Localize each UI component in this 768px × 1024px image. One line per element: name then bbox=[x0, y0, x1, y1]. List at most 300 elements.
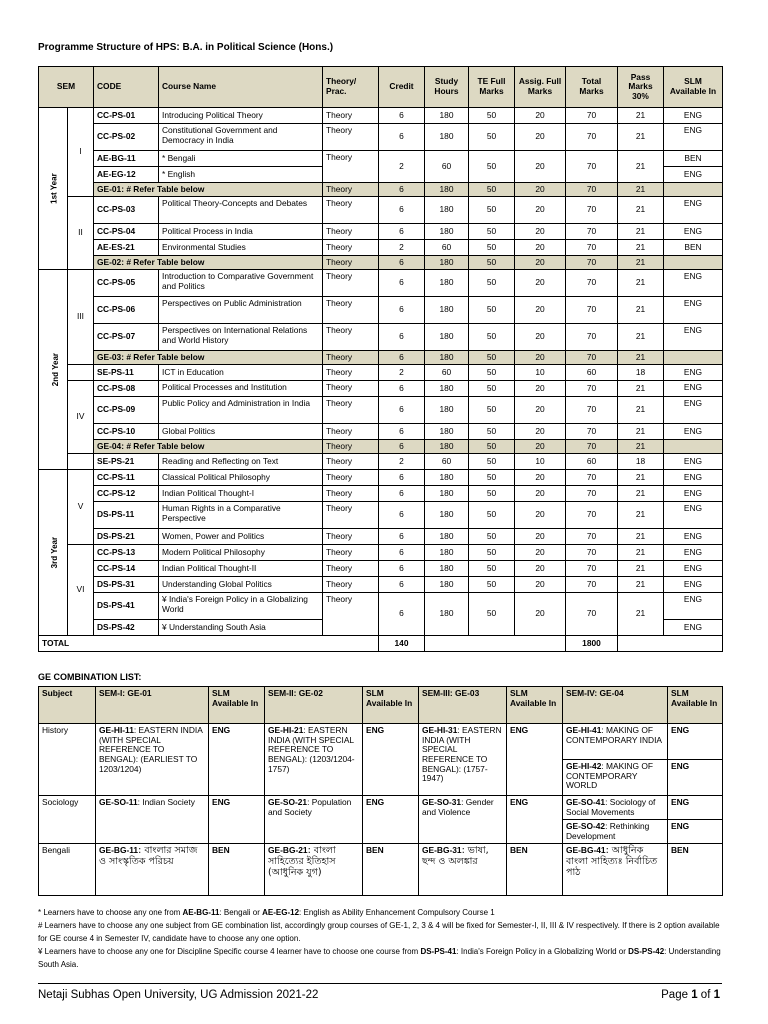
total-marks: 70 bbox=[566, 351, 618, 365]
course-code: DS-PS-31 bbox=[94, 577, 159, 593]
te-full-marks: 50 bbox=[469, 324, 515, 351]
ge-course-so-21: GE-SO-21: Population and Society bbox=[265, 796, 363, 844]
pass-marks: 21 bbox=[618, 240, 664, 256]
total-marks: 70 bbox=[566, 124, 618, 151]
slm-available: ENG bbox=[664, 297, 723, 324]
assig-full-marks: 20 bbox=[515, 529, 566, 545]
footnote-ge-combination: # Learners have to choose any one subject from GE combination list, accordingly group courses of GE-1, 2, 3 & 4 will be fixed for Semester-I, II, III & IV respectively. If there is 2 option available for GE course 4 in Semester IV, candidate have to choose any one option. bbox=[38, 921, 720, 943]
pass-marks: 21 bbox=[618, 183, 664, 197]
slm-available: ENG bbox=[664, 620, 723, 636]
col-header-study-hours: Study Hours bbox=[425, 67, 469, 108]
course-code: CC-PS-10 bbox=[94, 424, 159, 440]
pass-marks: 21 bbox=[618, 486, 664, 502]
theory-prac: Theory bbox=[323, 577, 379, 593]
te-full-marks: 50 bbox=[469, 593, 515, 636]
table-row bbox=[39, 365, 723, 381]
total-marks: 70 bbox=[566, 256, 618, 270]
slm-available: ENG bbox=[664, 324, 723, 351]
ge-slm-hi-11: ENG bbox=[209, 724, 265, 796]
course-code: CC-PS-01 bbox=[94, 108, 159, 124]
table-row bbox=[39, 324, 723, 351]
credit: 6 bbox=[379, 297, 425, 324]
ge-course-hi-42: GE-HI-42: MAKING OF CONTEMPORARY WORLD bbox=[563, 760, 668, 796]
pass-marks: 21 bbox=[618, 529, 664, 545]
pass-marks: 18 bbox=[618, 365, 664, 381]
theory-prac: Theory bbox=[323, 529, 379, 545]
slm-available: ENG bbox=[664, 397, 723, 424]
course-name: Introduction to Comparative Government and Politics bbox=[159, 270, 323, 297]
ge-header-subject: Subject bbox=[39, 687, 96, 724]
theory-prac: Theory bbox=[323, 440, 379, 454]
study-hours: 180 bbox=[425, 593, 469, 636]
pass-marks: 21 bbox=[618, 351, 664, 365]
ge-header-sem2: SEM-II: GE-02 bbox=[265, 687, 363, 724]
credit: 6 bbox=[379, 529, 425, 545]
semester-label: VI bbox=[68, 545, 94, 636]
theory-prac: Theory bbox=[323, 470, 379, 486]
credit: 6 bbox=[379, 224, 425, 240]
total-marks: 60 bbox=[566, 365, 618, 381]
course-code: CC-PS-12 bbox=[94, 486, 159, 502]
pass-marks: 21 bbox=[618, 470, 664, 486]
slm-available bbox=[664, 183, 723, 197]
credit: 6 bbox=[379, 381, 425, 397]
credit: 6 bbox=[379, 440, 425, 454]
theory-prac: Theory bbox=[323, 270, 379, 297]
credit: 6 bbox=[379, 397, 425, 424]
course-name: Constitutional Government and Democracy in India bbox=[159, 124, 323, 151]
pass-marks: 21 bbox=[618, 381, 664, 397]
credit: 6 bbox=[379, 351, 425, 365]
slm-available: ENG bbox=[664, 593, 723, 620]
ge-course-bg-21: GE-BG-21: বাংলা সাহিত্যের ইতিহাস (আধুনিক যুগ) bbox=[265, 844, 363, 896]
course-code: CC-PS-11 bbox=[94, 470, 159, 486]
ge-course-hi-21: GE-HI-21: EASTERN INDIA (WITH SPECIAL REFERENCE TO BENGAL): (1203/1204-1757) bbox=[265, 724, 363, 796]
slm-available: ENG bbox=[664, 167, 723, 183]
theory-prac: Theory bbox=[323, 256, 379, 270]
year-text: 3rd Year bbox=[50, 536, 60, 568]
te-full-marks: 50 bbox=[469, 270, 515, 297]
course-name: Indian Political Thought-I bbox=[159, 486, 323, 502]
total-marks: 70 bbox=[566, 545, 618, 561]
course-code: CC-PS-09 bbox=[94, 397, 159, 424]
course-code: CC-PS-14 bbox=[94, 561, 159, 577]
slm-available: ENG bbox=[664, 470, 723, 486]
study-hours: 180 bbox=[425, 108, 469, 124]
theory-prac: Theory bbox=[323, 351, 379, 365]
assig-full-marks: 20 bbox=[515, 351, 566, 365]
te-full-marks: 50 bbox=[469, 397, 515, 424]
theory-prac: Theory bbox=[323, 197, 379, 224]
credit: 6 bbox=[379, 424, 425, 440]
col-header-code: CODE bbox=[94, 67, 159, 108]
ge-slm-hi-41: ENG bbox=[668, 724, 723, 760]
total-blank bbox=[618, 636, 723, 652]
te-full-marks: 50 bbox=[469, 297, 515, 324]
col-header-sem: SEM bbox=[39, 67, 94, 108]
study-hours: 180 bbox=[425, 529, 469, 545]
total-marks: 70 bbox=[566, 224, 618, 240]
total-marks: 70 bbox=[566, 240, 618, 256]
year-label bbox=[39, 108, 68, 270]
te-full-marks: 50 bbox=[469, 486, 515, 502]
course-name: * Bengali bbox=[159, 151, 323, 167]
col-header-slm-available: SLM Available In bbox=[664, 67, 723, 108]
total-marks: 70 bbox=[566, 297, 618, 324]
assig-full-marks: 20 bbox=[515, 470, 566, 486]
ge-slm-bg-21: BEN bbox=[363, 844, 419, 896]
assig-full-marks: 20 bbox=[515, 486, 566, 502]
total-marks: 70 bbox=[566, 529, 618, 545]
semester-label: V bbox=[68, 470, 94, 545]
study-hours: 60 bbox=[425, 151, 469, 183]
theory-prac: Theory bbox=[323, 365, 379, 381]
theory-prac: Theory bbox=[323, 381, 379, 397]
ge-slm-so-31: ENG bbox=[507, 796, 563, 844]
footer-rule bbox=[38, 983, 722, 984]
pass-marks: 21 bbox=[618, 324, 664, 351]
assig-full-marks: 20 bbox=[515, 256, 566, 270]
ge-header-slm3: SLM Available In bbox=[507, 687, 563, 724]
study-hours: 180 bbox=[425, 470, 469, 486]
year-text: 2nd Year bbox=[51, 352, 61, 386]
credit: 6 bbox=[379, 270, 425, 297]
study-hours: 60 bbox=[425, 240, 469, 256]
total-marks: 60 bbox=[566, 454, 618, 470]
ge-slm-bg-11: BEN bbox=[209, 844, 265, 896]
course-name: Perspectives on International Relations and World History bbox=[159, 324, 323, 351]
theory-prac: Theory bbox=[323, 240, 379, 256]
course-code: CC-PS-04 bbox=[94, 224, 159, 240]
assig-full-marks: 10 bbox=[515, 365, 566, 381]
pass-marks: 21 bbox=[618, 502, 664, 529]
ge-subject-sociology: Sociology bbox=[39, 796, 96, 844]
year-text: 1st Year bbox=[49, 172, 59, 204]
table-row bbox=[39, 224, 723, 240]
course-code: CC-PS-07 bbox=[94, 324, 159, 351]
slm-available: ENG bbox=[664, 124, 723, 151]
slm-available: ENG bbox=[664, 561, 723, 577]
ge-course-so-42: GE-SO-42: Rethinking Development bbox=[563, 820, 668, 844]
total-marks-sum: 1800 bbox=[566, 636, 618, 652]
assig-full-marks: 20 bbox=[515, 440, 566, 454]
course-code: DS-PS-21 bbox=[94, 529, 159, 545]
pass-marks: 21 bbox=[618, 424, 664, 440]
col-header-pass-marks: Pass Marks 30% bbox=[618, 67, 664, 108]
table-row bbox=[39, 502, 723, 529]
slm-available bbox=[664, 256, 723, 270]
te-full-marks: 50 bbox=[469, 256, 515, 270]
study-hours: 180 bbox=[425, 256, 469, 270]
pass-marks: 21 bbox=[618, 197, 664, 224]
footnotes bbox=[38, 906, 728, 971]
ge-reference: GE-01: # Refer Table below bbox=[94, 183, 323, 197]
table-row bbox=[39, 240, 723, 256]
slm-available: ENG bbox=[664, 454, 723, 470]
course-name: Reading and Reflecting on Text bbox=[159, 454, 323, 470]
credit: 6 bbox=[379, 256, 425, 270]
table-row bbox=[39, 529, 723, 545]
course-name: Introducing Political Theory bbox=[159, 108, 323, 124]
pass-marks: 21 bbox=[618, 545, 664, 561]
slm-available: ENG bbox=[664, 224, 723, 240]
theory-prac: Theory bbox=[323, 454, 379, 470]
study-hours: 180 bbox=[425, 270, 469, 297]
col-header-te-full-marks: TE Full Marks bbox=[469, 67, 515, 108]
semester-label: II bbox=[68, 197, 94, 270]
table-row bbox=[39, 397, 723, 424]
ge-course-hi-11: GE-HI-11: EASTERN INDIA (WITH SPECIAL REFERENCE TO BENGAL): (EARLIEST TO 1203/1204) bbox=[96, 724, 209, 796]
course-name: Public Policy and Administration in India bbox=[159, 397, 323, 424]
theory-prac: Theory bbox=[323, 108, 379, 124]
programme-structure-table bbox=[38, 66, 723, 652]
assig-full-marks: 20 bbox=[515, 593, 566, 636]
year-label bbox=[39, 270, 68, 470]
total-blank bbox=[425, 636, 566, 652]
pass-marks: 21 bbox=[618, 151, 664, 183]
col-header-credit: Credit bbox=[379, 67, 425, 108]
course-name: ¥ India's Foreign Policy in a Globalizing World bbox=[159, 593, 323, 620]
assig-full-marks: 20 bbox=[515, 124, 566, 151]
total-marks: 70 bbox=[566, 197, 618, 224]
ge-course-so-41: GE-SO-41: Sociology of Social Movements bbox=[563, 796, 668, 820]
theory-prac: Theory bbox=[323, 297, 379, 324]
ge-slm-so-11: ENG bbox=[209, 796, 265, 844]
assig-full-marks: 20 bbox=[515, 297, 566, 324]
course-name: Women, Power and Politics bbox=[159, 529, 323, 545]
te-full-marks: 50 bbox=[469, 577, 515, 593]
pass-marks: 18 bbox=[618, 454, 664, 470]
credit: 2 bbox=[379, 454, 425, 470]
course-name: Perspectives on Public Administration bbox=[159, 297, 323, 324]
semester-blank bbox=[68, 365, 94, 381]
study-hours: 180 bbox=[425, 577, 469, 593]
slm-available bbox=[664, 351, 723, 365]
ge-reference: GE-04: # Refer Table below bbox=[94, 440, 323, 454]
ge-reference: GE-02: # Refer Table below bbox=[94, 256, 323, 270]
credit: 6 bbox=[379, 183, 425, 197]
course-name: Classical Political Philosophy bbox=[159, 470, 323, 486]
ge-slm-so-42: ENG bbox=[668, 820, 723, 844]
total-marks: 70 bbox=[566, 108, 618, 124]
table-row bbox=[39, 577, 723, 593]
study-hours: 180 bbox=[425, 124, 469, 151]
total-marks: 70 bbox=[566, 151, 618, 183]
theory-prac: Theory bbox=[323, 545, 379, 561]
pass-marks: 21 bbox=[618, 256, 664, 270]
assig-full-marks: 20 bbox=[515, 502, 566, 529]
table-row bbox=[39, 440, 723, 454]
slm-available: ENG bbox=[664, 424, 723, 440]
ge-course-so-31: GE-SO-31: Gender and Violence bbox=[419, 796, 507, 844]
table-row bbox=[39, 297, 723, 324]
total-marks: 70 bbox=[566, 183, 618, 197]
study-hours: 180 bbox=[425, 561, 469, 577]
assig-full-marks: 20 bbox=[515, 424, 566, 440]
table-row bbox=[39, 486, 723, 502]
total-marks: 70 bbox=[566, 440, 618, 454]
slm-available: ENG bbox=[664, 197, 723, 224]
te-full-marks: 50 bbox=[469, 561, 515, 577]
table-row bbox=[39, 256, 723, 270]
course-name: Human Rights in a Comparative Perspective bbox=[159, 502, 323, 529]
total-marks: 70 bbox=[566, 470, 618, 486]
assig-full-marks: 20 bbox=[515, 151, 566, 183]
ge-header-slm2: SLM Available In bbox=[363, 687, 419, 724]
assig-full-marks: 20 bbox=[515, 381, 566, 397]
study-hours: 180 bbox=[425, 397, 469, 424]
course-name: Political Process in India bbox=[159, 224, 323, 240]
credit: 2 bbox=[379, 240, 425, 256]
study-hours: 180 bbox=[425, 351, 469, 365]
table-row bbox=[39, 454, 723, 470]
ge-slm-hi-21: ENG bbox=[363, 724, 419, 796]
ge-combination-caption: GE COMBINATION LIST: bbox=[38, 672, 142, 682]
course-code: CC-PS-08 bbox=[94, 381, 159, 397]
total-label: TOTAL bbox=[39, 636, 379, 652]
col-header-total-marks: Total Marks bbox=[566, 67, 618, 108]
table-row bbox=[39, 108, 723, 124]
ge-course-bg-31: GE-BG-31: ভাষা, ছন্দ ও অলঙ্কার bbox=[419, 844, 507, 896]
course-name: Global Politics bbox=[159, 424, 323, 440]
course-code: CC-PS-03 bbox=[94, 197, 159, 224]
pass-marks: 21 bbox=[618, 124, 664, 151]
course-code: AE-BG-11 bbox=[94, 151, 159, 167]
ge-course-hi-41: GE-HI-41: MAKING OF CONTEMPORARY INDIA bbox=[563, 724, 668, 760]
course-code: AE-ES-21 bbox=[94, 240, 159, 256]
ge-header-sem1: SEM-I: GE-01 bbox=[96, 687, 209, 724]
course-code: DS-PS-41 bbox=[94, 593, 159, 620]
study-hours: 180 bbox=[425, 486, 469, 502]
course-name: Indian Political Thought-II bbox=[159, 561, 323, 577]
assig-full-marks: 20 bbox=[515, 397, 566, 424]
credit: 2 bbox=[379, 365, 425, 381]
total-marks: 70 bbox=[566, 424, 618, 440]
course-name: ¥ Understanding South Asia bbox=[159, 620, 323, 636]
total-marks: 70 bbox=[566, 577, 618, 593]
credit: 6 bbox=[379, 577, 425, 593]
theory-prac: Theory bbox=[323, 424, 379, 440]
table-row bbox=[39, 381, 723, 397]
assig-full-marks: 20 bbox=[515, 183, 566, 197]
pass-marks: 21 bbox=[618, 224, 664, 240]
course-code: SE-PS-21 bbox=[94, 454, 159, 470]
ge-course-so-11: GE-SO-11: Indian Society bbox=[96, 796, 209, 844]
credit: 6 bbox=[379, 470, 425, 486]
semester-label: III bbox=[68, 270, 94, 365]
course-name: Modern Political Philosophy bbox=[159, 545, 323, 561]
study-hours: 180 bbox=[425, 297, 469, 324]
pass-marks: 21 bbox=[618, 297, 664, 324]
te-full-marks: 50 bbox=[469, 529, 515, 545]
study-hours: 180 bbox=[425, 183, 469, 197]
slm-available: BEN bbox=[664, 151, 723, 167]
course-code: DS-PS-42 bbox=[94, 620, 159, 636]
total-credit: 140 bbox=[379, 636, 425, 652]
table-row bbox=[39, 470, 723, 486]
ge-combination-table bbox=[38, 686, 723, 896]
total-row bbox=[39, 636, 723, 652]
theory-prac: Theory bbox=[323, 151, 379, 183]
study-hours: 180 bbox=[425, 502, 469, 529]
te-full-marks: 50 bbox=[469, 351, 515, 365]
credit: 6 bbox=[379, 561, 425, 577]
theory-prac: Theory bbox=[323, 502, 379, 529]
table-row bbox=[39, 561, 723, 577]
course-code: CC-PS-06 bbox=[94, 297, 159, 324]
assig-full-marks: 20 bbox=[515, 108, 566, 124]
table-row bbox=[39, 151, 723, 167]
credit: 6 bbox=[379, 108, 425, 124]
slm-available: ENG bbox=[664, 270, 723, 297]
ge-header-slm4: SLM Available In bbox=[668, 687, 723, 724]
ge-slm-so-41: ENG bbox=[668, 796, 723, 820]
theory-prac: Theory bbox=[323, 324, 379, 351]
total-marks: 70 bbox=[566, 397, 618, 424]
col-header-assig-full-marks: Assig. Full Marks bbox=[515, 67, 566, 108]
course-code: DS-PS-11 bbox=[94, 502, 159, 529]
semester-label: IV bbox=[68, 381, 94, 454]
te-full-marks: 50 bbox=[469, 124, 515, 151]
credit: 6 bbox=[379, 486, 425, 502]
course-name: Understanding Global Politics bbox=[159, 577, 323, 593]
te-full-marks: 50 bbox=[469, 197, 515, 224]
pass-marks: 21 bbox=[618, 108, 664, 124]
footer-university: Netaji Subhas Open University, UG Admission 2021-22 bbox=[38, 989, 319, 1001]
study-hours: 60 bbox=[425, 454, 469, 470]
te-full-marks: 50 bbox=[469, 440, 515, 454]
slm-available: ENG bbox=[664, 529, 723, 545]
study-hours: 180 bbox=[425, 324, 469, 351]
assig-full-marks: 20 bbox=[515, 561, 566, 577]
assig-full-marks: 20 bbox=[515, 577, 566, 593]
te-full-marks: 50 bbox=[469, 424, 515, 440]
course-name: ICT in Education bbox=[159, 365, 323, 381]
credit: 6 bbox=[379, 124, 425, 151]
table-row bbox=[39, 424, 723, 440]
pass-marks: 21 bbox=[618, 577, 664, 593]
course-code: CC-PS-05 bbox=[94, 270, 159, 297]
te-full-marks: 50 bbox=[469, 454, 515, 470]
te-full-marks: 50 bbox=[469, 240, 515, 256]
ge-slm-bg-41: BEN bbox=[668, 844, 723, 896]
total-marks: 70 bbox=[566, 270, 618, 297]
slm-available: ENG bbox=[664, 486, 723, 502]
course-name: Environmental Studies bbox=[159, 240, 323, 256]
semester-label: I bbox=[68, 108, 94, 197]
table-row bbox=[39, 270, 723, 297]
credit: 2 bbox=[379, 151, 425, 183]
total-marks: 70 bbox=[566, 502, 618, 529]
credit: 6 bbox=[379, 502, 425, 529]
total-marks: 70 bbox=[566, 486, 618, 502]
course-code: CC-PS-02 bbox=[94, 124, 159, 151]
study-hours: 180 bbox=[425, 224, 469, 240]
te-full-marks: 50 bbox=[469, 381, 515, 397]
credit: 6 bbox=[379, 197, 425, 224]
te-full-marks: 50 bbox=[469, 183, 515, 197]
course-name: * English bbox=[159, 167, 323, 183]
assig-full-marks: 20 bbox=[515, 240, 566, 256]
study-hours: 180 bbox=[425, 440, 469, 454]
table-row bbox=[39, 593, 723, 620]
te-full-marks: 50 bbox=[469, 108, 515, 124]
assig-full-marks: 20 bbox=[515, 545, 566, 561]
ge-course-bg-41: GE-BG-41: আধুনিক বাংলা সাহিত্যঃ নির্বাচিত পাঠ bbox=[563, 844, 668, 896]
ge-slm-hi-31: ENG bbox=[507, 724, 563, 796]
slm-available: ENG bbox=[664, 502, 723, 529]
course-name: Political Theory-Concepts and Debates bbox=[159, 197, 323, 224]
